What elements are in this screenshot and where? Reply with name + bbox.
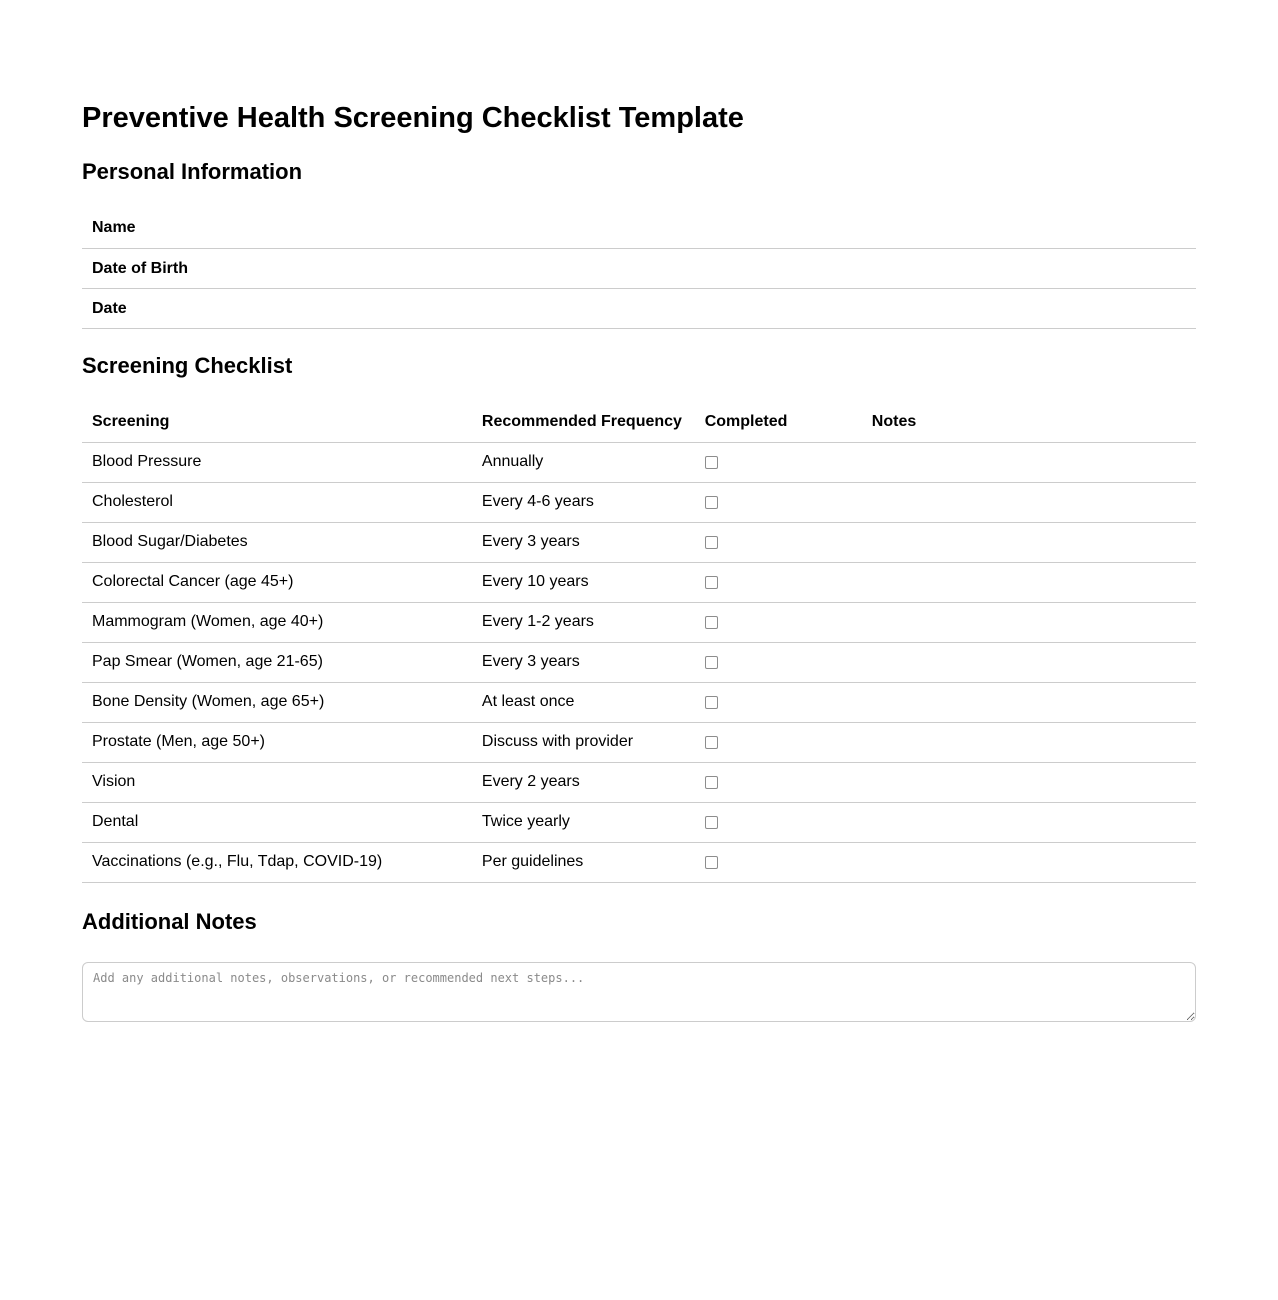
notes-cell bbox=[862, 722, 1196, 762]
completed-cell bbox=[695, 602, 862, 642]
section-screening-checklist bbox=[82, 353, 1196, 883]
completed-checkbox[interactable] bbox=[705, 656, 718, 669]
frequency-cell: Discuss with provider bbox=[472, 722, 695, 762]
screening-name-cell: Vision bbox=[82, 762, 472, 802]
screening-name-cell: Bone Density (Women, age 65+) bbox=[82, 682, 472, 722]
completed-checkbox[interactable] bbox=[705, 816, 718, 829]
completed-checkbox[interactable] bbox=[705, 456, 718, 469]
notes-cell bbox=[862, 762, 1196, 802]
frequency-cell: Every 3 years bbox=[472, 642, 695, 682]
frequency-cell: Every 3 years bbox=[472, 522, 695, 562]
completed-cell bbox=[695, 842, 862, 882]
screening-name-cell: Vaccinations (e.g., Flu, Tdap, COVID-19) bbox=[82, 842, 472, 882]
notes-cell bbox=[862, 482, 1196, 522]
completed-checkbox[interactable] bbox=[705, 776, 718, 789]
completed-cell bbox=[695, 442, 862, 482]
frequency-cell: Every 10 years bbox=[472, 562, 695, 602]
table-row bbox=[82, 642, 1196, 682]
column-header-frequency: Recommended Frequency bbox=[472, 402, 695, 442]
frequency-cell: Every 4-6 years bbox=[472, 482, 695, 522]
completed-cell bbox=[695, 562, 862, 602]
completed-cell bbox=[695, 522, 862, 562]
personal-field-label-date: Date bbox=[82, 289, 1196, 329]
screening-table bbox=[82, 402, 1196, 883]
completed-checkbox[interactable] bbox=[705, 496, 718, 509]
notes-cell bbox=[862, 642, 1196, 682]
screening-name-cell: Mammogram (Women, age 40+) bbox=[82, 602, 472, 642]
personal-field-label-name: Name bbox=[82, 209, 1196, 249]
completed-checkbox[interactable] bbox=[705, 616, 718, 629]
table-row bbox=[82, 562, 1196, 602]
screening-name-cell: Pap Smear (Women, age 21-65) bbox=[82, 642, 472, 682]
completed-checkbox[interactable] bbox=[705, 736, 718, 749]
frequency-cell: Per guidelines bbox=[472, 842, 695, 882]
table-row bbox=[82, 762, 1196, 802]
completed-cell bbox=[695, 642, 862, 682]
column-header-screening: Screening bbox=[82, 402, 472, 442]
screening-checklist-heading: Screening Checklist bbox=[82, 353, 293, 379]
table-row bbox=[82, 842, 1196, 882]
column-header-notes: Notes bbox=[862, 402, 1196, 442]
screening-name-cell: Blood Sugar/Diabetes bbox=[82, 522, 472, 562]
completed-cell bbox=[695, 682, 862, 722]
notes-cell bbox=[862, 802, 1196, 842]
screening-name-cell: Colorectal Cancer (age 45+) bbox=[82, 562, 472, 602]
personal-field-label-date-of-birth: Date of Birth bbox=[82, 249, 1196, 289]
completed-cell bbox=[695, 802, 862, 842]
completed-cell bbox=[695, 482, 862, 522]
section-additional-notes bbox=[82, 909, 1196, 1022]
completed-checkbox[interactable] bbox=[705, 536, 718, 549]
additional-notes-input[interactable] bbox=[82, 962, 1196, 1022]
screening-table-header-row bbox=[82, 402, 1196, 442]
personal-info-row bbox=[82, 289, 1196, 329]
frequency-cell: At least once bbox=[472, 682, 695, 722]
screening-table-body bbox=[82, 442, 1196, 882]
completed-checkbox[interactable] bbox=[705, 696, 718, 709]
completed-cell bbox=[695, 722, 862, 762]
screening-name-cell: Prostate (Men, age 50+) bbox=[82, 722, 472, 762]
additional-notes-heading: Additional Notes bbox=[82, 908, 257, 934]
screening-name-cell: Dental bbox=[82, 802, 472, 842]
column-header-completed: Completed bbox=[695, 402, 862, 442]
personal-info-row bbox=[82, 249, 1196, 289]
table-row bbox=[82, 482, 1196, 522]
notes-cell bbox=[862, 562, 1196, 602]
page-title: Preventive Health Screening Checklist Template bbox=[82, 102, 744, 134]
screening-name-cell: Blood Pressure bbox=[82, 442, 472, 482]
notes-cell bbox=[862, 522, 1196, 562]
notes-cell bbox=[862, 602, 1196, 642]
personal-information-heading: Personal Information bbox=[82, 159, 303, 185]
frequency-cell: Twice yearly bbox=[472, 802, 695, 842]
personal-info-row bbox=[82, 209, 1196, 249]
completed-cell bbox=[695, 762, 862, 802]
notes-cell bbox=[862, 842, 1196, 882]
frequency-cell: Every 2 years bbox=[472, 762, 695, 802]
table-row bbox=[82, 722, 1196, 762]
table-row bbox=[82, 442, 1196, 482]
notes-cell bbox=[862, 682, 1196, 722]
frequency-cell: Annually bbox=[472, 442, 695, 482]
completed-checkbox[interactable] bbox=[705, 856, 718, 869]
table-row bbox=[82, 602, 1196, 642]
completed-checkbox[interactable] bbox=[705, 576, 718, 589]
table-row bbox=[82, 682, 1196, 722]
frequency-cell: Every 1-2 years bbox=[472, 602, 695, 642]
screening-name-cell: Cholesterol bbox=[82, 482, 472, 522]
notes-cell bbox=[862, 442, 1196, 482]
section-personal-information bbox=[82, 159, 1196, 329]
personal-info-table bbox=[82, 209, 1196, 330]
table-row bbox=[82, 802, 1196, 842]
table-row bbox=[82, 522, 1196, 562]
